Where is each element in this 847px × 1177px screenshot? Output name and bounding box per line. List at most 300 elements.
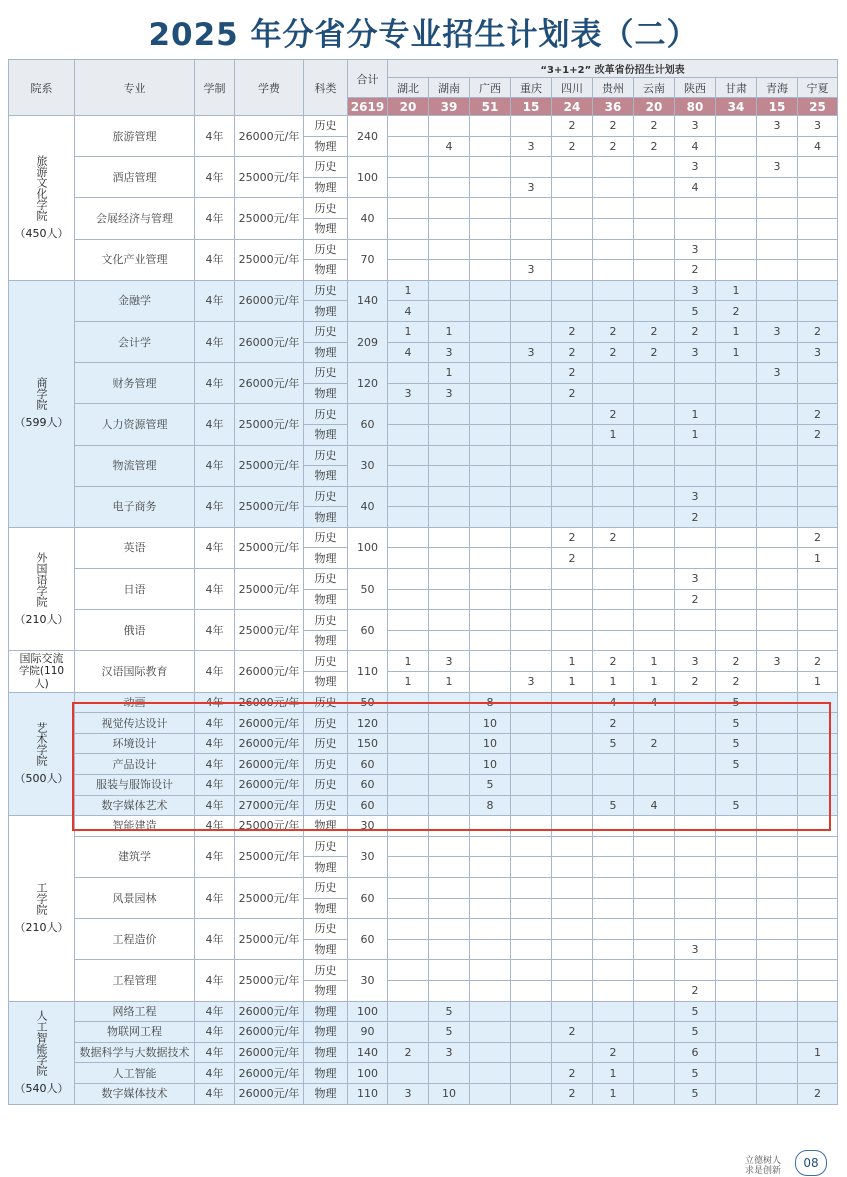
province-quota-cell: 4 <box>634 795 675 816</box>
province-quota-cell <box>593 548 634 569</box>
province-quota-cell <box>675 445 716 466</box>
study-years: 4年 <box>195 445 235 486</box>
province-quota-cell <box>634 919 675 940</box>
province-quota-cell <box>757 919 798 940</box>
province-quota-cell <box>552 836 593 857</box>
province-quota-cell <box>552 466 593 487</box>
province-quota-cell: 1 <box>552 651 593 672</box>
province-quota-cell <box>675 363 716 384</box>
province-quota-cell: 2 <box>593 342 634 363</box>
province-quota-cell: 6 <box>675 1042 716 1063</box>
province-quota-cell: 3 <box>675 239 716 260</box>
province-quota-cell: 1 <box>429 672 470 693</box>
department-label <box>35 882 48 915</box>
province-quota-cell: 10 <box>470 754 511 775</box>
province-quota-cell: 1 <box>388 321 429 342</box>
province-quota-cell <box>511 424 552 445</box>
table-row <box>9 836 838 857</box>
department-name <box>9 816 75 1001</box>
major-name: 数字媒体艺术 <box>75 795 195 816</box>
province-quota-cell <box>757 507 798 528</box>
table-row <box>9 1022 838 1043</box>
province-quota-cell <box>798 877 838 898</box>
province-quota-cell <box>470 939 511 960</box>
province-quota-cell <box>757 980 798 1001</box>
tuition-fee: 26000元/年 <box>235 1001 304 1022</box>
province-quota-cell <box>593 198 634 219</box>
subject-category: 历史 <box>304 157 348 178</box>
department-line: 人) <box>34 678 49 691</box>
department-char: 文 <box>35 176 48 188</box>
subject-category: 物理 <box>304 466 348 487</box>
table-row <box>9 1001 838 1022</box>
province-quota-cell <box>511 589 552 610</box>
tuition-fee: 25000元/年 <box>235 877 304 918</box>
province-quota-cell: 1 <box>388 280 429 301</box>
province-quota-cell <box>716 486 757 507</box>
subject-category: 历史 <box>304 775 348 796</box>
table-row <box>9 651 838 672</box>
province-quota-cell: 2 <box>798 527 838 548</box>
province-quota-cell <box>798 239 838 260</box>
province-quota-cell <box>798 363 838 384</box>
tuition-fee: 25000元/年 <box>235 198 304 239</box>
major-total: 40 <box>348 486 388 527</box>
study-years: 4年 <box>195 816 235 837</box>
tuition-fee: 25000元/年 <box>235 610 304 651</box>
subject-category: 物理 <box>304 630 348 651</box>
province-quota-cell <box>593 157 634 178</box>
province-quota-cell <box>470 836 511 857</box>
province-header: 湖南 <box>429 78 470 98</box>
province-quota-cell <box>757 960 798 981</box>
study-years: 4年 <box>195 116 235 157</box>
major-name: 工程管理 <box>75 960 195 1001</box>
province-quota-cell <box>552 486 593 507</box>
study-years: 4年 <box>195 713 235 734</box>
department-group <box>9 116 838 281</box>
province-quota-cell <box>388 630 429 651</box>
subject-category: 物理 <box>304 424 348 445</box>
major-total: 100 <box>348 527 388 568</box>
province-quota-cell: 2 <box>593 527 634 548</box>
province-quota-cell <box>470 1001 511 1022</box>
province-quota-cell <box>798 960 838 981</box>
province-quota-cell <box>388 136 429 157</box>
province-quota-cell <box>593 466 634 487</box>
province-quota-cell <box>388 1001 429 1022</box>
major-total: 90 <box>348 1022 388 1043</box>
province-quota-cell <box>634 404 675 425</box>
province-total: 15 <box>757 98 798 116</box>
province-quota-cell: 10 <box>429 1083 470 1104</box>
province-quota-cell <box>429 1063 470 1084</box>
table-row <box>9 321 838 342</box>
province-quota-cell <box>716 960 757 981</box>
province-quota-cell <box>716 1022 757 1043</box>
province-quota-cell: 2 <box>675 589 716 610</box>
province-quota-cell <box>388 404 429 425</box>
province-quota-cell <box>798 610 838 631</box>
province-quota-cell <box>593 383 634 404</box>
province-quota-cell <box>429 157 470 178</box>
header-major: 专业 <box>75 60 195 116</box>
province-quota-cell <box>798 980 838 1001</box>
major-total: 40 <box>348 198 388 239</box>
province-quota-cell <box>798 157 838 178</box>
province-quota-cell <box>675 630 716 651</box>
province-quota-cell <box>511 610 552 631</box>
province-quota-cell <box>593 1001 634 1022</box>
province-quota-cell <box>798 919 838 940</box>
province-quota-cell: 2 <box>552 1022 593 1043</box>
province-quota-cell <box>634 507 675 528</box>
table-row <box>9 486 838 507</box>
major-name: 视觉传达设计 <box>75 713 195 734</box>
province-quota-cell <box>388 919 429 940</box>
province-quota-cell <box>511 857 552 878</box>
province-quota-cell <box>388 589 429 610</box>
tuition-fee: 25000元/年 <box>235 569 304 610</box>
province-quota-cell <box>511 198 552 219</box>
subject-category: 物理 <box>304 301 348 322</box>
province-quota-cell <box>429 445 470 466</box>
province-quota-cell: 5 <box>716 754 757 775</box>
province-quota-cell: 2 <box>593 713 634 734</box>
province-quota-cell <box>593 177 634 198</box>
province-quota-cell: 3 <box>675 486 716 507</box>
department-group <box>9 651 838 692</box>
province-quota-cell <box>470 651 511 672</box>
tuition-fee: 25000元/年 <box>235 239 304 280</box>
province-quota-cell <box>798 1022 838 1043</box>
province-quota-cell <box>388 486 429 507</box>
subject-category: 物理 <box>304 1083 348 1104</box>
study-years: 4年 <box>195 486 235 527</box>
province-quota-cell <box>798 836 838 857</box>
department-char: 智 <box>35 1031 48 1043</box>
province-quota-cell <box>675 898 716 919</box>
province-quota-cell <box>634 980 675 1001</box>
province-quota-cell <box>675 919 716 940</box>
province-quota-cell <box>634 1042 675 1063</box>
subject-category: 历史 <box>304 321 348 342</box>
province-quota-cell <box>675 857 716 878</box>
province-quota-cell <box>552 301 593 322</box>
province-quota-cell <box>593 589 634 610</box>
province-quota-cell <box>757 486 798 507</box>
province-quota-cell <box>675 548 716 569</box>
province-total: 39 <box>429 98 470 116</box>
province-quota-cell <box>798 507 838 528</box>
province-quota-cell: 8 <box>470 795 511 816</box>
province-quota-cell <box>798 898 838 919</box>
tuition-fee: 26000元/年 <box>235 651 304 692</box>
province-quota-cell <box>716 445 757 466</box>
province-quota-cell: 2 <box>552 321 593 342</box>
province-quota-cell <box>593 569 634 590</box>
province-quota-cell: 1 <box>429 321 470 342</box>
province-quota-cell <box>388 507 429 528</box>
province-quota-cell <box>429 116 470 137</box>
province-quota-cell <box>634 898 675 919</box>
province-quota-cell <box>511 1083 552 1104</box>
province-quota-cell <box>470 507 511 528</box>
province-quota-cell: 2 <box>593 321 634 342</box>
tuition-fee: 27000元/年 <box>235 795 304 816</box>
province-quota-cell: 2 <box>552 527 593 548</box>
department-char: 人 <box>35 1009 48 1021</box>
province-header: 甘肃 <box>716 78 757 98</box>
department-count: （599人） <box>14 416 69 430</box>
department-char: 院 <box>35 754 48 766</box>
province-quota-cell <box>470 527 511 548</box>
province-quota-cell <box>470 321 511 342</box>
table-row <box>9 239 838 260</box>
province-quota-cell <box>716 157 757 178</box>
major-name: 旅游管理 <box>75 116 195 157</box>
province-quota-cell <box>470 919 511 940</box>
province-quota-cell <box>470 116 511 137</box>
study-years: 4年 <box>195 527 235 568</box>
major-total: 100 <box>348 1063 388 1084</box>
major-name: 风景园林 <box>75 877 195 918</box>
province-quota-cell <box>634 548 675 569</box>
department-label <box>35 1010 48 1076</box>
subject-category: 历史 <box>304 445 348 466</box>
province-quota-cell <box>798 260 838 281</box>
province-quota-cell <box>552 157 593 178</box>
province-header: 湖北 <box>388 78 429 98</box>
province-quota-cell <box>470 383 511 404</box>
province-quota-cell: 1 <box>552 672 593 693</box>
province-quota-cell <box>470 898 511 919</box>
province-quota-cell: 1 <box>593 1083 634 1104</box>
province-quota-cell: 5 <box>429 1022 470 1043</box>
province-quota-cell: 4 <box>675 136 716 157</box>
major-name: 财务管理 <box>75 363 195 404</box>
province-total: 20 <box>388 98 429 116</box>
tuition-fee: 26000元/年 <box>235 775 304 796</box>
province-header: 青海 <box>757 78 798 98</box>
province-quota-cell <box>470 136 511 157</box>
tuition-fee: 25000元/年 <box>235 919 304 960</box>
major-total: 150 <box>348 733 388 754</box>
province-quota-cell <box>634 569 675 590</box>
province-quota-cell: 3 <box>429 1042 470 1063</box>
study-years: 4年 <box>195 610 235 651</box>
province-quota-cell: 2 <box>552 136 593 157</box>
province-quota-cell: 5 <box>470 775 511 796</box>
province-quota-cell: 2 <box>593 116 634 137</box>
province-quota-cell <box>429 466 470 487</box>
province-quota-cell <box>511 898 552 919</box>
province-total: 20 <box>634 98 675 116</box>
province-quota-cell <box>757 527 798 548</box>
province-quota-cell <box>388 198 429 219</box>
province-quota-cell <box>716 610 757 631</box>
province-quota-cell: 3 <box>675 939 716 960</box>
province-quota-cell: 3 <box>757 363 798 384</box>
province-quota-cell <box>634 857 675 878</box>
province-quota-cell <box>593 239 634 260</box>
subject-category: 历史 <box>304 651 348 672</box>
province-quota-cell <box>798 1001 838 1022</box>
major-name: 电子商务 <box>75 486 195 527</box>
province-quota-cell: 3 <box>757 321 798 342</box>
major-name: 人工智能 <box>75 1063 195 1084</box>
province-quota-cell: 3 <box>511 342 552 363</box>
department-group <box>9 1001 838 1104</box>
province-quota-cell <box>470 548 511 569</box>
province-quota-cell: 2 <box>798 321 838 342</box>
province-quota-cell <box>552 218 593 239</box>
province-quota-cell <box>470 569 511 590</box>
subject-category: 历史 <box>304 713 348 734</box>
department-count: （210人） <box>14 920 69 934</box>
province-quota-cell <box>511 877 552 898</box>
province-quota-cell <box>552 445 593 466</box>
province-quota-cell <box>470 1042 511 1063</box>
table-header <box>9 60 838 116</box>
province-quota-cell: 2 <box>634 116 675 137</box>
department-name <box>9 692 75 816</box>
province-quota-cell <box>470 857 511 878</box>
province-quota-cell <box>716 898 757 919</box>
province-quota-cell <box>634 589 675 610</box>
tuition-fee: 25000元/年 <box>235 486 304 527</box>
province-quota-cell <box>470 301 511 322</box>
province-quota-cell <box>593 1022 634 1043</box>
province-quota-cell <box>429 939 470 960</box>
province-quota-cell: 1 <box>798 548 838 569</box>
study-years: 4年 <box>195 1022 235 1043</box>
province-quota-cell <box>716 466 757 487</box>
province-quota-cell <box>757 589 798 610</box>
province-quota-cell <box>429 589 470 610</box>
subject-category: 历史 <box>304 733 348 754</box>
province-quota-cell <box>634 1001 675 1022</box>
province-quota-cell <box>593 218 634 239</box>
subject-category: 物理 <box>304 898 348 919</box>
province-quota-cell <box>634 939 675 960</box>
province-quota-cell: 1 <box>675 424 716 445</box>
province-total: 36 <box>593 98 634 116</box>
major-name: 物联网工程 <box>75 1022 195 1043</box>
province-quota-cell <box>552 939 593 960</box>
subject-category: 物理 <box>304 136 348 157</box>
province-quota-cell <box>388 569 429 590</box>
province-quota-cell <box>716 919 757 940</box>
subject-category: 历史 <box>304 610 348 631</box>
province-quota-cell: 3 <box>675 342 716 363</box>
major-total: 120 <box>348 713 388 734</box>
province-quota-cell: 3 <box>675 569 716 590</box>
study-years: 4年 <box>195 754 235 775</box>
province-quota-cell <box>511 486 552 507</box>
province-quota-cell <box>429 919 470 940</box>
tuition-fee: 26000元/年 <box>235 363 304 404</box>
province-quota-cell <box>552 1001 593 1022</box>
province-quota-cell: 4 <box>429 136 470 157</box>
province-quota-cell: 2 <box>716 301 757 322</box>
subject-category: 物理 <box>304 383 348 404</box>
highlight-box-art-school <box>72 702 831 831</box>
study-years: 4年 <box>195 692 235 713</box>
province-quota-cell: 3 <box>798 116 838 137</box>
province-quota-cell: 3 <box>757 116 798 137</box>
department-group <box>9 527 838 651</box>
major-name: 网络工程 <box>75 1001 195 1022</box>
subject-category: 历史 <box>304 363 348 384</box>
province-quota-cell: 2 <box>675 672 716 693</box>
enrollment-plan-table <box>8 59 838 1105</box>
province-quota-cell <box>757 857 798 878</box>
province-quota-cell: 3 <box>388 1083 429 1104</box>
tuition-fee: 25000元/年 <box>235 157 304 198</box>
province-quota-cell <box>429 857 470 878</box>
province-quota-cell <box>716 424 757 445</box>
subject-category: 物理 <box>304 980 348 1001</box>
province-quota-cell <box>593 610 634 631</box>
major-name: 环境设计 <box>75 733 195 754</box>
province-quota-cell <box>757 898 798 919</box>
province-quota-cell <box>757 877 798 898</box>
department-label <box>35 552 48 607</box>
department-char: 商 <box>35 377 48 389</box>
province-quota-cell <box>511 239 552 260</box>
table-row <box>9 569 838 590</box>
province-quota-cell: 3 <box>798 342 838 363</box>
province-quota-cell: 8 <box>470 692 511 713</box>
department-char: 化 <box>35 187 48 199</box>
department-char: 工 <box>35 881 48 893</box>
province-quota-cell: 3 <box>388 383 429 404</box>
major-total: 30 <box>348 960 388 1001</box>
study-years: 4年 <box>195 919 235 960</box>
province-quota-cell <box>552 877 593 898</box>
province-quota-cell <box>634 1083 675 1104</box>
province-quota-cell <box>716 507 757 528</box>
province-quota-cell: 2 <box>552 383 593 404</box>
province-quota-cell: 3 <box>511 136 552 157</box>
province-quota-cell <box>429 527 470 548</box>
major-total: 60 <box>348 795 388 816</box>
province-quota-cell <box>757 610 798 631</box>
province-quota-cell <box>716 116 757 137</box>
province-quota-cell: 5 <box>716 795 757 816</box>
province-quota-cell: 3 <box>757 157 798 178</box>
subject-category: 物理 <box>304 1022 348 1043</box>
province-quota-cell <box>757 342 798 363</box>
province-quota-cell <box>716 980 757 1001</box>
province-quota-cell <box>429 877 470 898</box>
province-quota-cell <box>511 960 552 981</box>
province-quota-cell: 5 <box>675 1083 716 1104</box>
province-quota-cell <box>634 527 675 548</box>
major-name: 会计学 <box>75 321 195 362</box>
subject-category: 物理 <box>304 857 348 878</box>
tuition-fee: 25000元/年 <box>235 527 304 568</box>
major-total: 60 <box>348 877 388 918</box>
province-quota-cell <box>429 301 470 322</box>
province-quota-cell: 2 <box>634 733 675 754</box>
province-quota-cell <box>757 1063 798 1084</box>
province-header: 贵州 <box>593 78 634 98</box>
table-row <box>9 404 838 425</box>
major-total: 110 <box>348 651 388 692</box>
province-quota-cell <box>593 898 634 919</box>
